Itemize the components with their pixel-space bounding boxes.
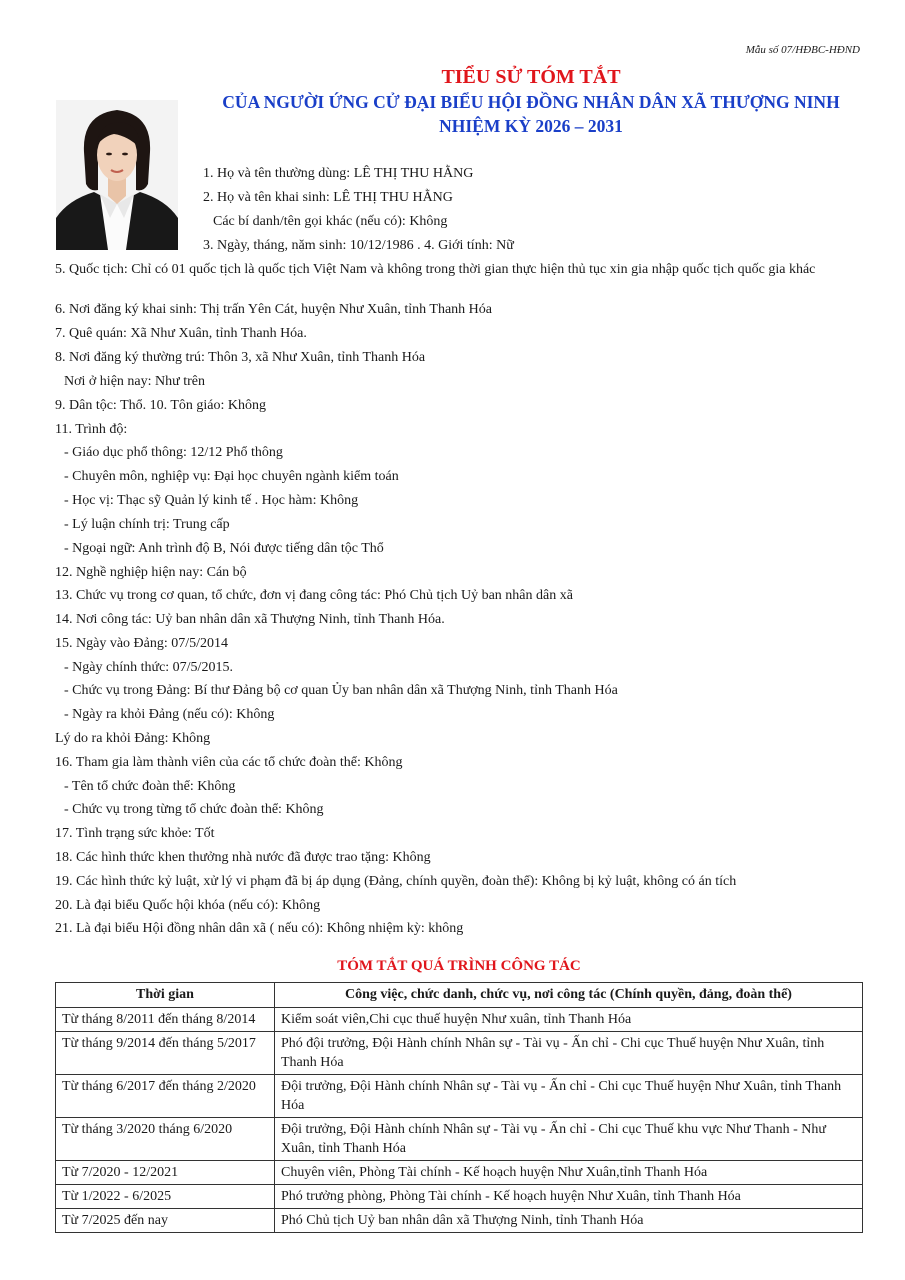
- row-position: Đội trưởng, Đội Hành chính Nhân sự - Tài vụ - Ấn chỉ - Chi cục Thuế khu vực Như Thanh - Như Xuân, tỉnh Thanh Hóa: [275, 1118, 863, 1161]
- title-block: [200, 64, 862, 138]
- field-political-theory: - Lý luận chính trị: Trung cấp: [64, 517, 230, 532]
- field-party-join-date: 15. Ngày vào Đảng: 07/5/2014: [55, 636, 229, 651]
- field-party-position: - Chức vụ trong Đảng: Bí thư Đảng bộ cơ quan Ủy ban nhân dân xã Thượng Ninh, tỉnh Thanh Hóa: [64, 683, 618, 698]
- field-organization-name: - Tên tổ chức đoàn thể: Không: [64, 779, 236, 794]
- field-hometown: 7. Quê quán: Xã Như Xuân, tỉnh Thanh Hóa.: [55, 326, 307, 341]
- row-period: Từ 7/2020 - 12/2021: [56, 1161, 275, 1185]
- field-national-assembly: 20. Là đại biểu Quốc hội khóa (nếu có): Không: [55, 898, 321, 913]
- table-row: [56, 1185, 863, 1209]
- table-row: [56, 1075, 863, 1118]
- row-period: Từ 1/2022 - 6/2025: [56, 1185, 275, 1209]
- field-workplace: 14. Nơi công tác: Uỷ ban nhân dân xã Thượng Ninh, tỉnh Thanh Hóa.: [55, 612, 445, 627]
- form-code: Mẫu số 07/HĐBC-HĐND: [745, 44, 860, 56]
- field-occupation: 12. Nghề nghiệp hiện nay: Cán bộ: [55, 565, 247, 580]
- field-birth-name: 2. Họ và tên khai sinh: LÊ THỊ THU HẰNG: [203, 190, 453, 205]
- column-header-position: Công việc, chức danh, chức vụ, nơi công tác (Chính quyền, đảng, đoàn thể): [275, 983, 863, 1008]
- field-current-residence: Nơi ở hiện nay: Như trên: [64, 374, 205, 389]
- field-general-education: - Giáo dục phổ thông: 12/12 Phổ thông: [64, 445, 283, 460]
- row-position: Phó đội trưởng, Đội Hành chính Nhân sự - Tài vụ - Ấn chỉ - Chi cục Thuế huyện Như Xuân, tỉnh Thanh Hóa: [275, 1032, 863, 1075]
- work-history-table: [55, 982, 863, 1233]
- row-period: Từ tháng 8/2011 đến tháng 8/2014: [56, 1008, 275, 1032]
- row-period: Từ tháng 3/2020 tháng 6/2020: [56, 1118, 275, 1161]
- row-period: Từ tháng 6/2017 đến tháng 2/2020: [56, 1075, 275, 1118]
- field-discipline: 19. Các hình thức kỷ luật, xử lý vi phạm đã bị áp dụng (Đảng, chính quyền, đoàn thể): Không bị kỷ luật, không có án tích: [55, 874, 737, 889]
- field-organizations: 16. Tham gia làm thành viên của các tổ chức đoàn thể: Không: [55, 755, 403, 770]
- field-nationality: 5. Quốc tịch: Chỉ có 01 quốc tịch là quốc tịch Việt Nam và không trong thời gian thực hiện thủ tục xin gia nhập quốc tịch quốc gia khác: [55, 262, 816, 277]
- term-subtitle: NHIỆM KỲ 2026 – 2031: [439, 116, 623, 136]
- row-period: Từ 7/2025 đến nay: [56, 1209, 275, 1233]
- field-birth-registration: 6. Nơi đăng ký khai sinh: Thị trấn Yên Cát, huyện Như Xuân, tỉnh Thanh Hóa: [55, 302, 493, 317]
- row-position: Phó Chủ tịch Uỷ ban nhân dân xã Thượng Ninh, tỉnh Thanh Hóa: [275, 1209, 863, 1233]
- field-birthdate-gender: 3. Ngày, tháng, năm sinh: 10/12/1986 . 4. Giới tính: Nữ: [203, 238, 514, 253]
- column-header-time: Thời gian: [56, 983, 275, 1008]
- work-history-title: TÓM TẮT QUÁ TRÌNH CÔNG TÁC: [337, 958, 581, 974]
- table-row: [56, 1209, 863, 1233]
- field-permanent-residence: 8. Nơi đăng ký thường trú: Thôn 3, xã Như Xuân, tỉnh Thanh Hóa: [55, 350, 426, 365]
- field-aliases: Các bí danh/tên gọi khác (nếu có): Không: [213, 214, 448, 229]
- table-row: [56, 1118, 863, 1161]
- field-party-leave-reason: Lý do ra khỏi Đảng: Không: [55, 731, 211, 746]
- table-row: [56, 1032, 863, 1075]
- field-ethnicity-religion: 9. Dân tộc: Thổ. 10. Tôn giáo: Không: [55, 398, 267, 413]
- field-languages: - Ngoại ngữ: Anh trình độ B, Nói được tiếng dân tộc Thổ: [64, 541, 384, 556]
- field-health: 17. Tình trạng sức khỏe: Tốt: [55, 826, 215, 841]
- row-position: Đội trưởng, Đội Hành chính Nhân sự - Tài vụ - Ấn chỉ - Chi cục Thuế huyện Như Xuân, tỉnh Thanh Hóa: [275, 1075, 863, 1118]
- portrait-image: [56, 100, 178, 250]
- field-profession: - Chuyên môn, nghiệp vụ: Đại học chuyên ngành kiểm toán: [64, 469, 399, 484]
- portrait-photo: [56, 100, 178, 250]
- field-degree: - Học vị: Thạc sỹ Quản lý kinh tế . Học hàm: Không: [64, 493, 359, 508]
- document-title: TIỂU SỬ TÓM TẮT: [441, 66, 621, 88]
- field-position: 13. Chức vụ trong cơ quan, tổ chức, đơn vị đang công tác: Phó Chủ tịch Uỷ ban nhân dân xã: [55, 588, 573, 603]
- row-position: Phó trưởng phòng, Phòng Tài chính - Kế hoạch huyện Như Xuân, tỉnh Thanh Hóa: [275, 1185, 863, 1209]
- table-header-row: [56, 983, 863, 1008]
- row-position: Kiểm soát viên,Chi cục thuế huyện Như xuân, tỉnh Thanh Hóa: [275, 1008, 863, 1032]
- field-party-official-date: - Ngày chính thức: 07/5/2015.: [64, 660, 233, 675]
- row-period: Từ tháng 9/2014 đến tháng 5/2017: [56, 1032, 275, 1075]
- table-row: [56, 1161, 863, 1185]
- row-position: Chuyên viên, Phòng Tài chính - Kế hoạch huyện Như Xuân,tỉnh Thanh Hóa: [275, 1161, 863, 1185]
- table-row: [56, 1008, 863, 1032]
- field-awards: 18. Các hình thức khen thưởng nhà nước đã được trao tặng: Không: [55, 850, 431, 865]
- field-common-name: 1. Họ và tên thường dùng: LÊ THỊ THU HẰNG: [203, 166, 474, 181]
- document-subtitle: CỦA NGƯỜI ỨNG CỬ ĐẠI BIỂU HỘI ĐỒNG NHÂN DÂN XÃ THƯỢNG NINH: [222, 92, 840, 112]
- field-party-leave-date: - Ngày ra khỏi Đảng (nếu có): Không: [64, 707, 275, 722]
- field-organization-position: - Chức vụ trong từng tổ chức đoàn thể: Không: [64, 802, 324, 817]
- field-council-member: 21. Là đại biểu Hội đồng nhân dân xã ( nếu có): Không nhiệm kỳ: không: [55, 921, 464, 936]
- field-qualifications: 11. Trình độ:: [55, 422, 128, 437]
